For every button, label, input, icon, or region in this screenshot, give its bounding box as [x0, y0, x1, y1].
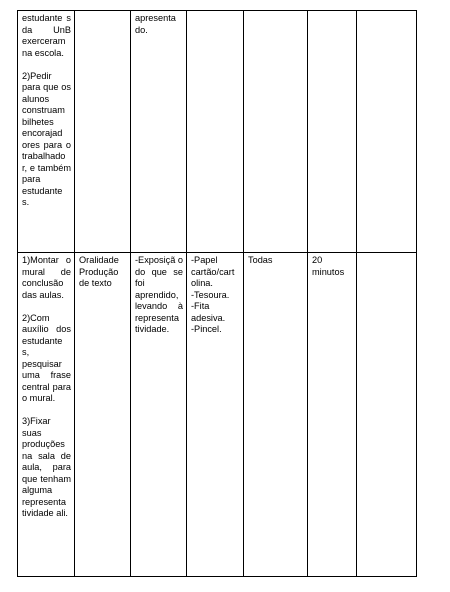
- table-cell: [244, 11, 308, 253]
- table-cell: [187, 253, 244, 577]
- table-cell: [131, 11, 187, 253]
- table-cell: [18, 253, 75, 577]
- table-cell: [357, 11, 417, 253]
- table-cell: [357, 253, 417, 577]
- table-cell: [75, 11, 131, 253]
- table-cell: [75, 253, 131, 577]
- cell-text: -Papel cartão/cart olina. -Tesoura. -Fita adesiva. -Pincel.: [191, 255, 235, 334]
- cell-text: estudante s da UnB exerceram na escola. 2)Pedir para que os alunos construam bilhetes encorajad ores para o trabalhado r, e também para estudante s.: [22, 13, 71, 207]
- cell-text: Oralidade Produção de texto: [79, 255, 119, 288]
- cell-text: 1)Montar o mural de conclusão das aulas. 2)Com auxílio dos estudante s, pesquisar uma frase central para o mural. 3)Fixar suas produções na sala de aula, para que tenham alguma representa tividade ali.: [22, 255, 71, 518]
- table-cell: [244, 253, 308, 577]
- cell-text: -Exposiçã o do que se foi aprendido, levando à representa tividade.: [135, 255, 184, 334]
- table-row: [18, 253, 417, 577]
- cell-text: 20 minutos: [312, 255, 345, 277]
- lesson-plan-table: [17, 10, 417, 577]
- table-cell: [308, 253, 357, 577]
- table-cell: [131, 253, 187, 577]
- cell-text: apresenta do.: [135, 13, 176, 35]
- cell-text: Todas: [248, 255, 273, 265]
- table-cell: [187, 11, 244, 253]
- table-row: [18, 11, 417, 253]
- table-cell: [308, 11, 357, 253]
- table-cell: [18, 11, 75, 253]
